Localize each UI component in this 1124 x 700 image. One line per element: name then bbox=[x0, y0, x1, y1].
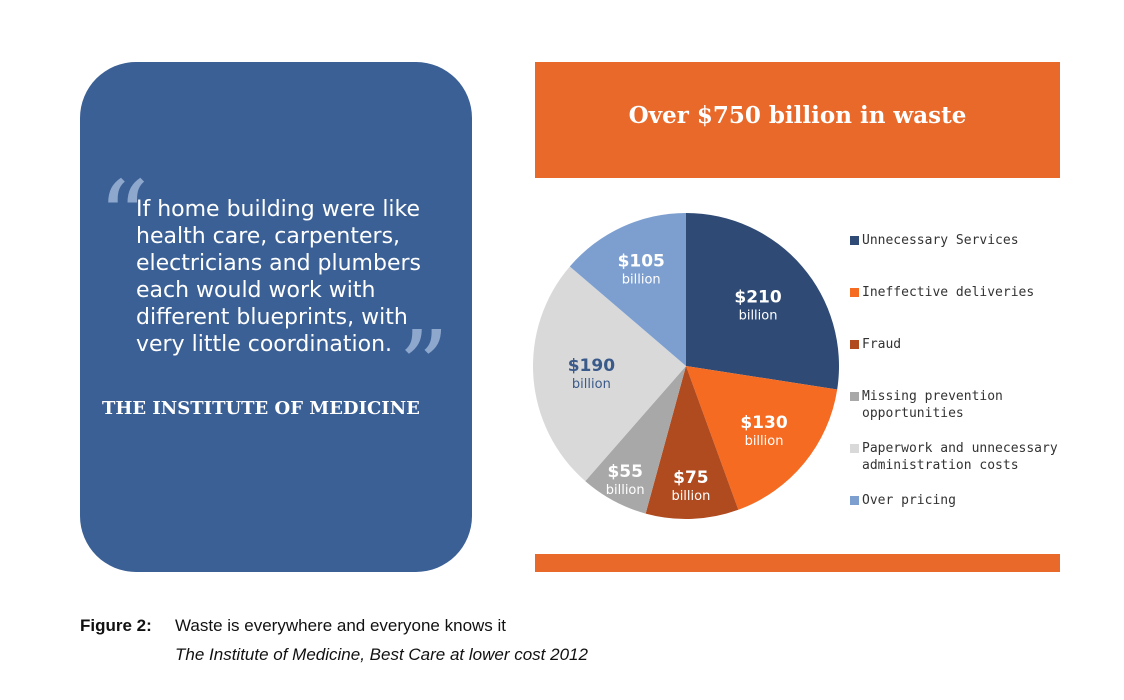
legend-label: Ineffective deliveries bbox=[862, 285, 1035, 300]
pie-value-label: $75 bbox=[673, 468, 709, 489]
pie-value-label: $210 bbox=[734, 287, 782, 308]
pie-value-label: $130 bbox=[740, 413, 788, 434]
legend-swatch bbox=[850, 496, 859, 505]
pie-unit-label: billion bbox=[571, 376, 611, 392]
figure-source: The Institute of Medicine, Best Care at lower cost 2012 bbox=[175, 645, 588, 664]
legend-label: Unnecessary Services bbox=[862, 233, 1019, 248]
quote-line: each would work with bbox=[136, 278, 376, 303]
legend-swatch bbox=[850, 236, 859, 245]
quote-line: very little coordination. bbox=[136, 332, 393, 357]
pie-value-label: $190 bbox=[567, 355, 616, 376]
chart-title: Over $750 billion in waste bbox=[628, 102, 967, 129]
legend-label: Over pricing bbox=[862, 493, 956, 508]
pie-value-label: $105 bbox=[617, 251, 665, 272]
legend-swatch bbox=[850, 392, 859, 401]
quote-line: health care, carpenters, bbox=[136, 224, 401, 249]
legend-swatch bbox=[850, 444, 859, 453]
pie-unit-label: billion bbox=[738, 308, 778, 324]
quote-attribution: THE INSTITUTE OF MEDICINE bbox=[102, 398, 420, 419]
quote-line: different blueprints, with bbox=[136, 305, 408, 330]
pie-unit-label: billion bbox=[621, 272, 661, 288]
figure-caption: Waste is everywhere and everyone knows it bbox=[175, 616, 507, 635]
quote-line: If home building were like bbox=[136, 197, 421, 222]
pie-value-label: $55 bbox=[607, 462, 643, 483]
legend-label: Missing prevention opportunities bbox=[862, 389, 1003, 421]
open-quote-mark: “ bbox=[98, 159, 150, 276]
legend-label: Paperwork and unnecessary administration costs bbox=[862, 441, 1058, 473]
pie-unit-label: billion bbox=[605, 483, 645, 499]
pie-unit-label: billion bbox=[744, 434, 784, 450]
close-quote-mark: ” bbox=[398, 309, 450, 426]
figure-label: Figure 2: bbox=[80, 616, 152, 635]
legend-swatch bbox=[850, 288, 859, 297]
pie-unit-label: billion bbox=[671, 489, 711, 505]
quote-line: electricians and plumbers bbox=[136, 251, 421, 276]
legend-label: Fraud bbox=[862, 337, 902, 352]
legend-swatch bbox=[850, 340, 859, 349]
